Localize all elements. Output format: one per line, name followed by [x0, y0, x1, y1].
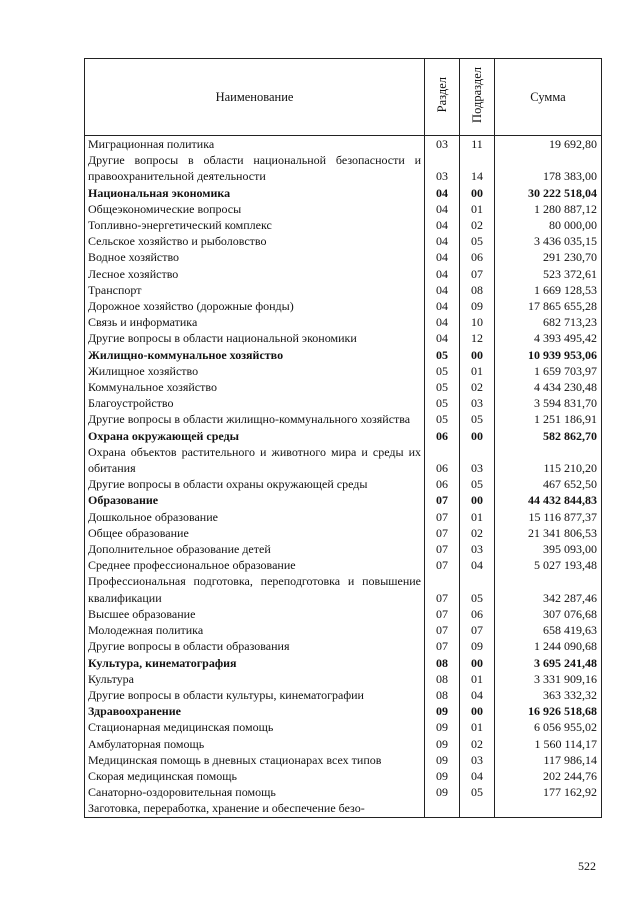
row-razdel: 04	[425, 330, 460, 346]
row-razdel: 03	[425, 152, 460, 184]
row-summa: 467 652,50	[495, 476, 602, 492]
row-summa: 291 230,70	[495, 249, 602, 265]
row-summa	[495, 800, 602, 817]
row-razdel: 04	[425, 185, 460, 201]
row-razdel: 09	[425, 719, 460, 735]
table-row	[85, 379, 602, 395]
row-podrazdel: 05	[460, 411, 495, 427]
row-razdel: 09	[425, 752, 460, 768]
header-podrazdel	[460, 59, 495, 136]
table-row	[85, 606, 602, 622]
table-row	[85, 622, 602, 638]
row-podrazdel: 03	[460, 752, 495, 768]
row-summa: 177 162,92	[495, 784, 602, 800]
row-name: Охрана окружающей среды	[85, 428, 425, 444]
row-summa: 1 560 114,17	[495, 736, 602, 752]
row-summa: 44 432 844,83	[495, 492, 602, 508]
row-razdel: 03	[425, 136, 460, 153]
row-name: Другие вопросы в области национальной безопасности и правоохранительной деятельности	[85, 152, 425, 184]
table-row	[85, 476, 602, 492]
row-summa: 523 372,61	[495, 266, 602, 282]
row-summa: 15 116 877,37	[495, 509, 602, 525]
row-podrazdel: 09	[460, 638, 495, 654]
row-razdel: 04	[425, 282, 460, 298]
row-name: Национальная экономика	[85, 185, 425, 201]
row-podrazdel: 02	[460, 736, 495, 752]
row-podrazdel: 00	[460, 185, 495, 201]
row-summa: 363 332,32	[495, 687, 602, 703]
row-name: Амбулаторная помощь	[85, 736, 425, 752]
row-name: Другие вопросы в области национальной экономики	[85, 330, 425, 346]
row-name: Жилищно-коммунальное хозяйство	[85, 347, 425, 363]
row-summa: 30 222 518,04	[495, 185, 602, 201]
row-summa: 21 341 806,53	[495, 525, 602, 541]
row-summa: 178 383,00	[495, 152, 602, 184]
header-name: Наименование	[85, 59, 425, 136]
row-name: Молодежная политика	[85, 622, 425, 638]
row-summa: 1 280 887,12	[495, 201, 602, 217]
row-razdel: 09	[425, 784, 460, 800]
header-summa: Сумма	[495, 59, 602, 136]
row-name: Другие вопросы в области образования	[85, 638, 425, 654]
row-summa: 395 093,00	[495, 541, 602, 557]
row-razdel: 09	[425, 768, 460, 784]
table-row	[85, 557, 602, 573]
row-name: Другие вопросы в области жилищно-коммунального хозяйства	[85, 411, 425, 427]
row-razdel: 07	[425, 622, 460, 638]
row-name: Дополнительное образование детей	[85, 541, 425, 557]
table-row	[85, 363, 602, 379]
row-razdel: 08	[425, 687, 460, 703]
row-summa: 1 244 090,68	[495, 638, 602, 654]
table-header	[85, 59, 602, 136]
table-row	[85, 428, 602, 444]
row-name: Связь и информатика	[85, 314, 425, 330]
table-row	[85, 233, 602, 249]
row-podrazdel: 14	[460, 152, 495, 184]
row-podrazdel: 05	[460, 233, 495, 249]
row-razdel: 05	[425, 347, 460, 363]
table-row	[85, 444, 602, 476]
table-row	[85, 752, 602, 768]
row-name: Транспорт	[85, 282, 425, 298]
row-summa: 16 926 518,68	[495, 703, 602, 719]
row-podrazdel: 01	[460, 719, 495, 735]
row-summa: 10 939 953,06	[495, 347, 602, 363]
row-name: Образование	[85, 492, 425, 508]
row-razdel: 07	[425, 492, 460, 508]
row-summa: 1 669 128,53	[495, 282, 602, 298]
row-podrazdel: 04	[460, 687, 495, 703]
row-summa: 307 076,68	[495, 606, 602, 622]
row-podrazdel: 11	[460, 136, 495, 153]
row-name: Высшее образование	[85, 606, 425, 622]
table-row	[85, 185, 602, 201]
row-razdel: 06	[425, 476, 460, 492]
row-razdel: 04	[425, 266, 460, 282]
row-summa: 658 419,63	[495, 622, 602, 638]
row-razdel: 08	[425, 671, 460, 687]
table-row	[85, 201, 602, 217]
row-podrazdel: 00	[460, 347, 495, 363]
row-summa: 1 251 186,91	[495, 411, 602, 427]
row-razdel: 08	[425, 655, 460, 671]
row-podrazdel: 09	[460, 298, 495, 314]
row-razdel: 04	[425, 249, 460, 265]
row-podrazdel: 00	[460, 703, 495, 719]
row-podrazdel: 06	[460, 249, 495, 265]
table-row	[85, 541, 602, 557]
row-name: Благоустройство	[85, 395, 425, 411]
row-summa: 17 865 655,28	[495, 298, 602, 314]
row-summa: 4 434 230,48	[495, 379, 602, 395]
page-number: 522	[578, 859, 596, 873]
row-razdel: 07	[425, 525, 460, 541]
table-body	[85, 136, 602, 818]
table-row	[85, 525, 602, 541]
row-name: Стационарная медицинская помощь	[85, 719, 425, 735]
row-podrazdel: 00	[460, 655, 495, 671]
row-podrazdel: 05	[460, 784, 495, 800]
row-podrazdel: 01	[460, 671, 495, 687]
row-name: Лесное хозяйство	[85, 266, 425, 282]
row-razdel: 07	[425, 606, 460, 622]
row-podrazdel: 00	[460, 492, 495, 508]
table-row	[85, 687, 602, 703]
table-row	[85, 768, 602, 784]
row-podrazdel	[460, 800, 495, 817]
table-row	[85, 655, 602, 671]
table-row	[85, 573, 602, 605]
row-razdel: 05	[425, 411, 460, 427]
row-razdel: 04	[425, 314, 460, 330]
table-row	[85, 784, 602, 800]
row-name: Дошкольное образование	[85, 509, 425, 525]
table-row	[85, 703, 602, 719]
row-name: Здравоохранение	[85, 703, 425, 719]
row-summa: 1 659 703,97	[495, 363, 602, 379]
row-podrazdel: 03	[460, 444, 495, 476]
table-row	[85, 411, 602, 427]
budget-table	[84, 58, 602, 818]
table-row	[85, 298, 602, 314]
table-row	[85, 217, 602, 233]
row-podrazdel: 01	[460, 201, 495, 217]
row-podrazdel: 01	[460, 363, 495, 379]
row-name: Коммунальное хозяйство	[85, 379, 425, 395]
row-podrazdel: 02	[460, 217, 495, 233]
table-row	[85, 395, 602, 411]
row-name: Другие вопросы в области культуры, кинематографии	[85, 687, 425, 703]
row-podrazdel: 05	[460, 573, 495, 605]
row-summa: 117 986,14	[495, 752, 602, 768]
row-summa: 3 594 831,70	[495, 395, 602, 411]
table-row	[85, 800, 602, 817]
table-row	[85, 136, 602, 153]
row-name: Топливно-энергетический комплекс	[85, 217, 425, 233]
row-summa: 19 692,80	[495, 136, 602, 153]
row-summa: 3 695 241,48	[495, 655, 602, 671]
row-podrazdel: 02	[460, 525, 495, 541]
row-razdel: 07	[425, 509, 460, 525]
table-row	[85, 671, 602, 687]
row-name: Общее образование	[85, 525, 425, 541]
row-razdel: 05	[425, 379, 460, 395]
row-razdel: 09	[425, 703, 460, 719]
table-row	[85, 249, 602, 265]
row-podrazdel: 05	[460, 476, 495, 492]
row-razdel: 09	[425, 736, 460, 752]
table-row	[85, 719, 602, 735]
row-name: Скорая медицинская помощь	[85, 768, 425, 784]
row-summa: 3 331 909,16	[495, 671, 602, 687]
row-podrazdel: 10	[460, 314, 495, 330]
row-name: Дорожное хозяйство (дорожные фонды)	[85, 298, 425, 314]
table-row	[85, 314, 602, 330]
row-name: Сельское хозяйство и рыболовство	[85, 233, 425, 249]
row-razdel: 07	[425, 557, 460, 573]
row-summa: 3 436 035,15	[495, 233, 602, 249]
row-podrazdel: 03	[460, 395, 495, 411]
row-summa: 115 210,20	[495, 444, 602, 476]
row-razdel: 07	[425, 638, 460, 654]
row-razdel: 04	[425, 201, 460, 217]
row-name: Культура	[85, 671, 425, 687]
row-name: Водное хозяйство	[85, 249, 425, 265]
row-name: Санаторно-оздоровительная помощь	[85, 784, 425, 800]
row-name: Жилищное хозяйство	[85, 363, 425, 379]
row-podrazdel: 07	[460, 622, 495, 638]
row-razdel: 05	[425, 395, 460, 411]
row-name: Культура, кинематография	[85, 655, 425, 671]
row-razdel: 05	[425, 363, 460, 379]
row-summa: 682 713,23	[495, 314, 602, 330]
row-summa: 80 000,00	[495, 217, 602, 233]
row-summa: 202 244,76	[495, 768, 602, 784]
row-name: Миграционная политика	[85, 136, 425, 153]
row-summa: 4 393 495,42	[495, 330, 602, 346]
row-razdel: 04	[425, 217, 460, 233]
row-podrazdel: 01	[460, 509, 495, 525]
row-razdel: 07	[425, 541, 460, 557]
row-summa: 5 027 193,48	[495, 557, 602, 573]
row-podrazdel: 12	[460, 330, 495, 346]
row-podrazdel: 03	[460, 541, 495, 557]
row-podrazdel: 02	[460, 379, 495, 395]
row-podrazdel: 04	[460, 557, 495, 573]
row-podrazdel: 07	[460, 266, 495, 282]
row-summa: 582 862,70	[495, 428, 602, 444]
row-name: Профессиональная подготовка, переподготовка и повышение квалификации	[85, 573, 425, 605]
row-name: Общеэкономические вопросы	[85, 201, 425, 217]
row-razdel: 06	[425, 444, 460, 476]
row-razdel: 06	[425, 428, 460, 444]
table-row	[85, 638, 602, 654]
row-podrazdel: 00	[460, 428, 495, 444]
row-summa: 6 056 955,02	[495, 719, 602, 735]
table-row	[85, 282, 602, 298]
row-summa: 342 287,46	[495, 573, 602, 605]
row-podrazdel: 04	[460, 768, 495, 784]
row-razdel: 07	[425, 573, 460, 605]
row-name: Охрана объектов растительного и животного мира и среды их обитания	[85, 444, 425, 476]
table-row	[85, 330, 602, 346]
row-podrazdel: 08	[460, 282, 495, 298]
row-podrazdel: 06	[460, 606, 495, 622]
row-razdel: 04	[425, 298, 460, 314]
row-razdel	[425, 800, 460, 817]
table-row	[85, 736, 602, 752]
header-razdel-label: Раздел	[434, 77, 449, 113]
table-row	[85, 492, 602, 508]
table-row	[85, 347, 602, 363]
row-name: Заготовка, переработка, хранение и обеспечение безо-	[85, 800, 425, 817]
table-row	[85, 266, 602, 282]
header-razdel	[425, 59, 460, 136]
row-razdel: 04	[425, 233, 460, 249]
header-podrazdel-label: Подраздел	[469, 66, 484, 123]
table-row	[85, 509, 602, 525]
row-name: Среднее профессиональное образование	[85, 557, 425, 573]
row-name: Другие вопросы в области охраны окружающей среды	[85, 476, 425, 492]
row-name: Медицинская помощь в дневных стационарах всех типов	[85, 752, 425, 768]
table-row	[85, 152, 602, 184]
